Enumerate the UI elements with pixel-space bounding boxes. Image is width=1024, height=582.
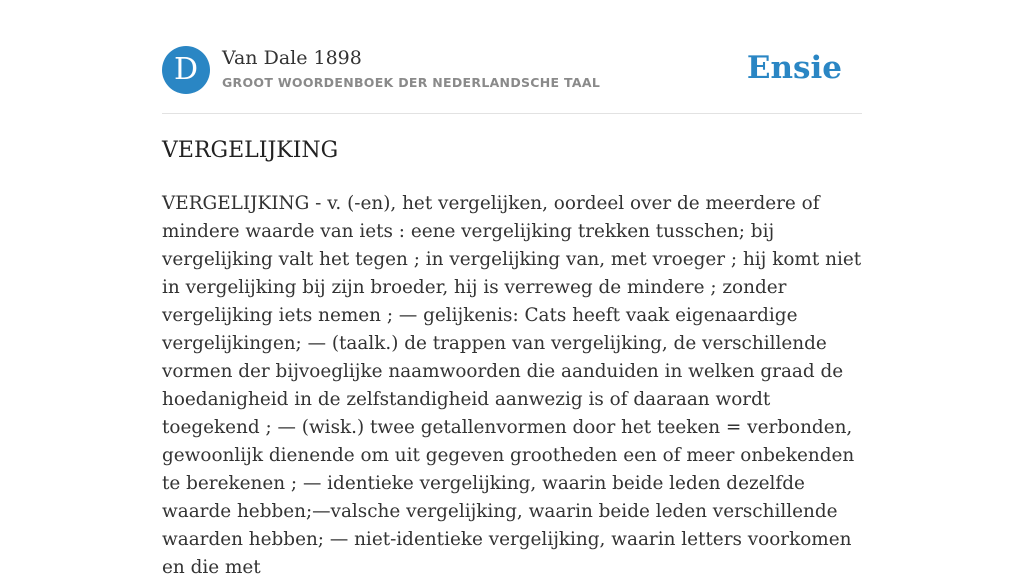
ensie-logo[interactable]: Ensie xyxy=(746,50,842,86)
source-title[interactable]: Van Dale 1898 xyxy=(222,47,362,69)
source-logo[interactable]: D xyxy=(162,46,210,94)
header-divider xyxy=(162,113,862,114)
entry-definition: VERGELIJKING - v. (-en), het vergelijken, oordeel over de meerdere of mindere waarde van iets : eene vergelijking trekken tusschen; bij vergelijking valt het tegen ; in vergelijking van, met vroeger ; hij komt niet in vergelijking bij zijn broeder, hij is verreweg de mindere ; zonder vergelijking iets nemen ; — gelijkenis: Cats heeft vaak eigenaardige vergelijkingen; — (taalk.) de trappen van vergelijking, de verschillende vormen der bijvoeglijke naamwoorden die aanduiden in welken graad de hoedanigheid in de zelfstandigheid aanwezig is of daaraan wordt toegekend ; — (wisk.) twee getallenvormen door het teeken = verbonden, gewoonlijk dienende om uit gegeven grootheden een of meer onbekenden te berekenen ; — identieke vergelijking, waarin beide leden dezelfde waarde hebben;—valsche vergelijking, waarin beide leden verschillende waarden hebben; — niet-identieke vergelijking, waarin letters voorkomen en die met xyxy=(162,193,862,578)
source-subtitle: GROOT WOORDENBOEK DER NEDERLANDSCHE TAAL xyxy=(222,75,601,90)
entry-headword: VERGELIJKING xyxy=(162,138,339,163)
source-header xyxy=(162,46,862,96)
